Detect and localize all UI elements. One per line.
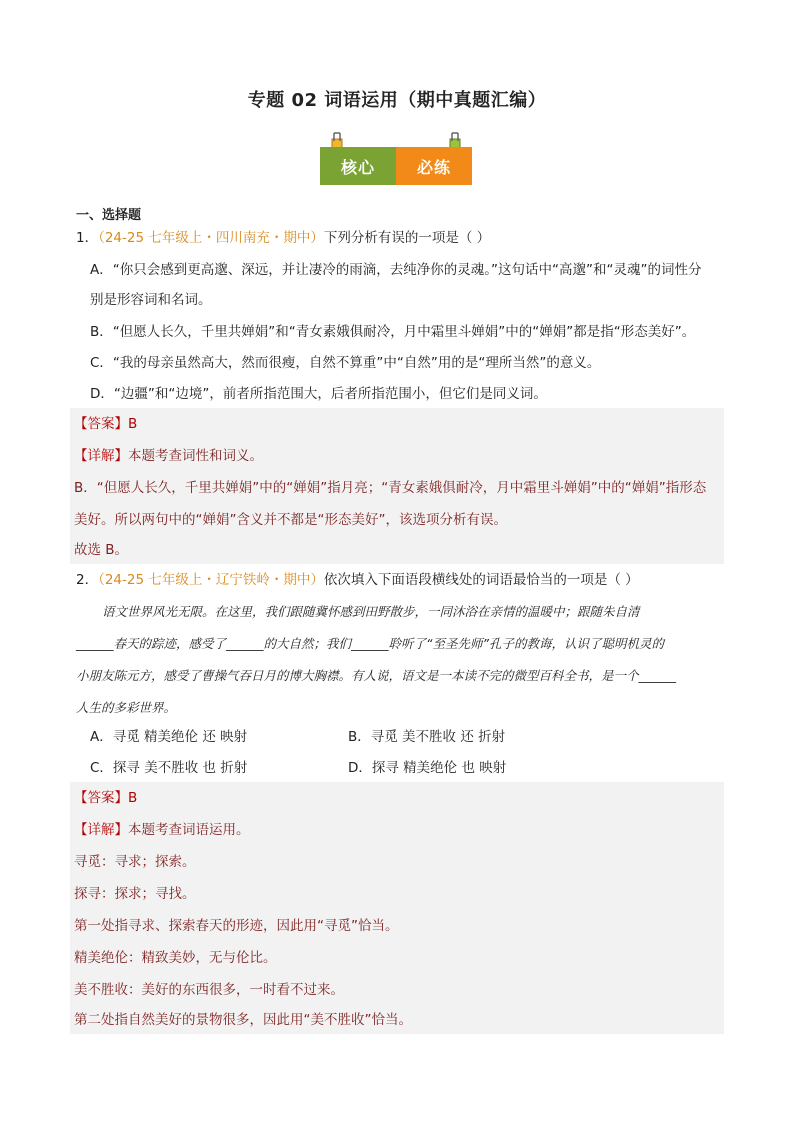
option-a-line-1: A．“你只会感到更高邈、深远，并让凄冷的雨滴，去纯净你的灵魂。”这句话中“高邈”和“灵魂”的词性分 bbox=[90, 262, 702, 278]
passage-line-3: 小朋友陈元方，感受了曹操气吞日月的博大胸襟。有人说，语文是一本读不完的微型百科全书，是一个______ bbox=[76, 668, 677, 683]
question-number: 1． bbox=[76, 230, 99, 246]
detail-text: 本题考查词语运用。 bbox=[128, 822, 250, 838]
detail-label: 【详解】 bbox=[74, 822, 128, 838]
question-text: 依次填入下面语段横线处的词语最恰当的一项是（ ） bbox=[323, 572, 639, 588]
explanation-line-5: 美不胜收：美好的东西很多，一时看不过来。 bbox=[70, 974, 724, 1006]
passage-line-2: ______春天的踪迹，感受了______的大自然；我们______聆听了“至圣先师”孔子的教诲，认识了聪明机灵的 bbox=[76, 636, 664, 651]
detail-text: 本题考查词性和词义。 bbox=[128, 448, 263, 464]
explanation-line-4: 精美绝伦：精致美妙，无与伦比。 bbox=[70, 942, 724, 974]
option-d: D．探寻 精美绝伦 也 映射 bbox=[348, 760, 507, 776]
explanation-line-2: 探寻：探求；寻找。 bbox=[70, 878, 724, 910]
options-row-2 bbox=[90, 758, 724, 778]
passage-line-4: 人生的多彩世界。 bbox=[76, 700, 177, 715]
answer-label: 【答案】 bbox=[74, 790, 128, 806]
core-practice-badge bbox=[320, 131, 472, 187]
question-text: 下列分析有误的一项是（ ） bbox=[323, 230, 491, 246]
options-row-1 bbox=[90, 727, 724, 747]
question-2-stem bbox=[76, 570, 730, 590]
passage-line-1: 语文世界风光无限。在这里，我们跟随冀怀感到田野散步，一同沐浴在亲情的温暖中；跟随朱自清 bbox=[102, 604, 640, 619]
explanation-line-1: B．“但愿人长久，千里共婵娟”中的“婵娟”指月亮；“青女素娥俱耐冷，月中霜里斗婵娟”中的“婵娟”指形态 bbox=[70, 472, 724, 504]
detail-label: 【详解】 bbox=[74, 448, 128, 464]
explanation-line-3: 故选 B。 bbox=[70, 536, 724, 564]
detail-line bbox=[70, 814, 724, 846]
explanation-line-2: 美好。所以两句中的“婵娟”含义并不都是“形态美好”，该选项分析有误。 bbox=[70, 504, 724, 536]
answer-label: 【答案】 bbox=[74, 416, 128, 432]
question-source-tag: （24-25 七年级上・辽宁铁岭・期中） bbox=[98, 572, 324, 588]
answer-value: B bbox=[128, 416, 138, 432]
option-b: B．寻觅 美不胜收 还 折射 bbox=[348, 729, 506, 745]
question-source-tag: （24-25 七年级上・四川南充・期中） bbox=[98, 230, 324, 246]
answer-line bbox=[70, 782, 724, 814]
page-title: 专题 02 词语运用（期中真题汇编） bbox=[247, 90, 547, 111]
option-c: C．“我的母亲虽然高大，然而很瘦，自然不算重”中“自然”用的是“理所当然”的意义。 bbox=[90, 355, 601, 371]
badge-core: 核心 bbox=[320, 147, 396, 185]
section-heading: 一、选择题 bbox=[76, 208, 142, 223]
answer-value: B bbox=[128, 790, 138, 806]
question-1-stem bbox=[76, 228, 730, 248]
answer-line bbox=[70, 408, 724, 440]
explanation-line-3: 第一处指寻求、探索春天的形迹，因此用“寻觅”恰当。 bbox=[70, 910, 724, 942]
explanation-line-1: 寻觅：寻求；探索。 bbox=[70, 846, 724, 878]
option-b: B．“但愿人长久，千里共婵娟”和“青女素娥俱耐冷，月中霜里斗婵娟”中的“婵娟”都是指“形态美好”。 bbox=[90, 324, 696, 340]
explanation-line-6: 第二处指自然美好的景物很多，因此用“美不胜收”恰当。 bbox=[70, 1006, 724, 1034]
badge-practice: 必练 bbox=[396, 147, 472, 185]
option-a-line-2: 别是形容词和名词。 bbox=[90, 292, 212, 308]
question-number: 2． bbox=[76, 572, 99, 588]
option-d: D．“边疆”和“边境”，前者所指范围大，后者所指范围小，但它们是同义词。 bbox=[90, 386, 547, 402]
detail-line bbox=[70, 440, 724, 472]
option-c: C．探寻 美不胜收 也 折射 bbox=[90, 760, 248, 776]
option-a: A．寻觅 精美绝伦 还 映射 bbox=[90, 729, 248, 745]
